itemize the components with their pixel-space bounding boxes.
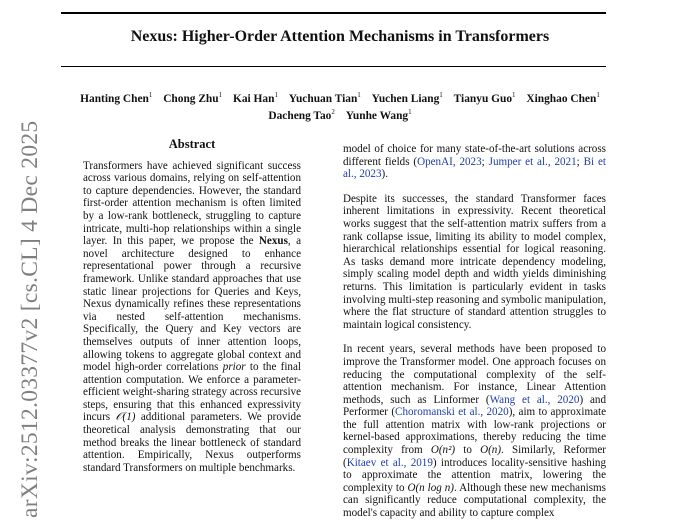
intro-paragraph: model of choice for many state-of-the-art solutions across different fields (OpenAI, 2023; Jumper et al., 2021; Bi et al., 2023). xyxy=(343,143,606,181)
abstract-heading: Abstract xyxy=(168,137,216,151)
arxiv-identifier: arXiv:2512.03377v2 [cs.CL] 4 Dec 2025 xyxy=(17,120,43,518)
title-rule-bottom xyxy=(61,66,606,67)
math-inline: O(n log n) xyxy=(407,481,455,494)
author: Yuchuan Tian$^1$ xyxy=(288,91,361,105)
author-list xyxy=(60,89,620,123)
abstract-text: Transformers have achieved significant success across various domains, relying on self-attention to capture dependencies. However, the standard first-order attention mechanism is often limited by a low-rank bottleneck, struggling to capture intricate, multi-hop relationships within a single layer. In this paper, we propose the Nexus, a novel architecture designed to enhance representational power through a recursive framework. Unlike standard approaches that use static linear projections for Queries and Keys, Nexus dynamically refines these representations via nested self-attention mechanisms. Specifically, the Query and Key vectors are themselves outputs of inner attention loops, allowing tokens to aggregate global context and model high-order correlations prior to the final attention computation. We enforce a parameter-efficient weight-sharing strategy across recursive steps, ensuring that this enhanced expressivity incurs 𝒪(1) additional parameters. We provide theoretical analysis demonstrating that our method breaks the linear bottleneck of standard attention. Empirically, Nexus outperforms standard Transformers on multiple benchmarks. xyxy=(83,159,302,474)
citation-link[interactable]: Jumper et al., 2021 xyxy=(488,155,577,168)
math-inline: 𝒪(1) xyxy=(115,411,136,424)
citation-link[interactable]: Choromanski et al., 2020 xyxy=(395,406,509,419)
paper-title: Nexus: Higher-Order Attention Mechanisms in Transformers xyxy=(130,28,550,45)
author: Xinghao Chen$^1$ xyxy=(526,91,600,105)
citation-link[interactable]: Wang et al., 2020 xyxy=(489,393,580,406)
author: Kai Han$^1$ xyxy=(232,91,278,105)
citation-link[interactable]: Kitaev et al., 2019 xyxy=(346,456,433,469)
author: Tianyu Guo$^1$ xyxy=(453,91,516,105)
author: Dacheng Tao$^2$ xyxy=(268,107,335,122)
author: Chong Zhu$^1$ xyxy=(163,91,223,105)
intro-paragraph: Despite its successes, the standard Transformer faces inherent limitations in expressivity. Recent theoretical works suggest that the self-attention matrix suffers from a rank collapse issue, limiting its ability to model complex, hierarchical relationships essential for logical reasoning. As tasks demand more intricate dependency modeling, simply scaling model depth and width yields diminishing returns. This limitation is particularly evident in tasks involving multi-step reasoning and symbolic manipulation, where the flat structure of standard attention struggles to maintain logical consistency. xyxy=(343,192,606,331)
citation-link[interactable]: Bi et al., 2023 xyxy=(343,155,606,181)
author: Yuchen Liang$^1$ xyxy=(371,91,443,105)
math-inline: O(n) xyxy=(480,444,502,457)
introduction-column xyxy=(343,143,606,532)
abstract-column xyxy=(83,138,301,485)
author: Hanting Chen$^1$ xyxy=(80,91,153,105)
citation-link[interactable]: OpenAI, 2023 xyxy=(417,155,482,168)
title-rule-top xyxy=(61,12,606,14)
intro-paragraph: In recent years, several methods have been proposed to improve the Transformer model. One approach focuses on reducing the computational complexity of the self-attention mechanism. For instance, Linear Attention methods, such as Linformer (Wang et al., 2020) and Performer (Choromanski et al., 2020), aim to approximate the full attention matrix with low-rank projections or kernel-based approximations, thereby reducing the time complexity from O(n²) to O(n). Similarly, Reformer (Kitaev et al., 2019) introduces locality-sensitive hashing to approximate the attention matrix, lowering the complexity to O(n log n). Although these new mechanisms can significantly reduce computational complexity, the model's capacity and ability to capture complex xyxy=(343,343,606,520)
math-inline: O(n²) xyxy=(430,444,456,457)
author: Yunhe Wang$^1$ xyxy=(345,107,412,122)
